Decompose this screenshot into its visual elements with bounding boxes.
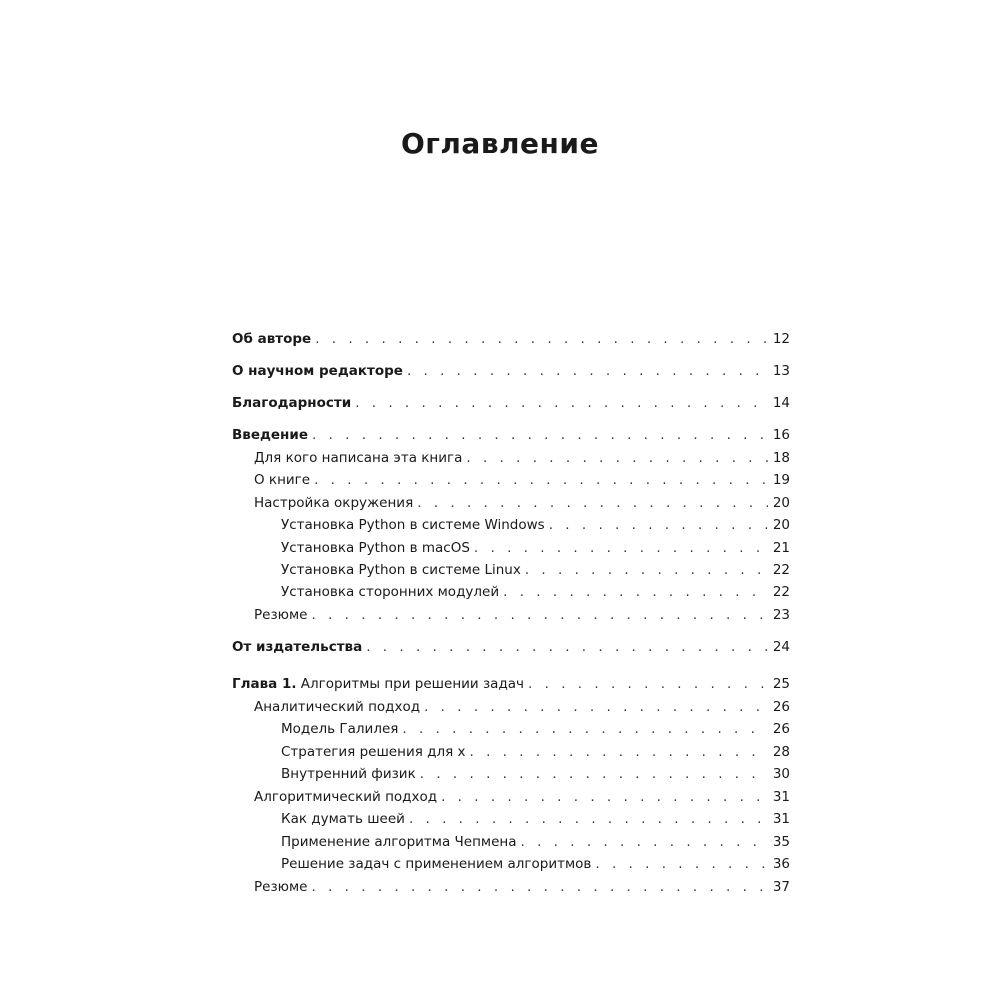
toc-entry[interactable] — [281, 741, 790, 763]
toc-entry[interactable] — [254, 469, 790, 491]
toc-page-number: 14 — [772, 395, 790, 411]
dot-leader — [549, 514, 768, 536]
toc-entry[interactable] — [254, 604, 790, 626]
dot-leader — [525, 559, 768, 581]
dot-leader — [312, 424, 768, 446]
toc-entry[interactable] — [254, 876, 790, 898]
toc-entry-title: Внутренний физик — [281, 766, 416, 782]
toc-entry-title: Применение алгоритма Чепмена — [281, 834, 517, 850]
dot-leader — [466, 447, 768, 469]
dot-leader — [417, 492, 768, 514]
toc-page-number: 26 — [772, 699, 790, 715]
toc-page-number: 24 — [772, 639, 790, 655]
dot-leader — [314, 469, 768, 491]
toc-entry[interactable] — [254, 786, 790, 808]
dot-leader — [311, 876, 768, 898]
chapter-title: Алгоритмы при решении задач — [300, 676, 525, 692]
toc-entry-title: Настройка окружения — [254, 495, 414, 511]
dot-leader — [366, 636, 768, 658]
toc-page-number: 31 — [772, 811, 790, 827]
dot-leader — [409, 808, 768, 830]
toc-entry-title: От издательства — [232, 639, 363, 655]
toc-entry-title: О научном редакторе — [232, 363, 403, 379]
toc-entry[interactable] — [281, 514, 790, 536]
dot-leader — [424, 696, 768, 718]
dot-leader — [474, 537, 768, 559]
toc-entry-title: Введение — [232, 427, 308, 443]
toc-page-number: 23 — [772, 607, 790, 623]
toc-page-number: 16 — [772, 427, 790, 443]
toc-entry[interactable] — [232, 636, 790, 658]
dot-leader — [470, 741, 769, 763]
toc-entry-title: Установка Python в системе Linux — [281, 562, 521, 578]
toc-entry-title: Об авторе — [232, 331, 312, 347]
dot-leader — [355, 392, 768, 414]
toc-entry-title: Алгоритмический подход — [254, 789, 438, 805]
toc-entry[interactable] — [254, 492, 790, 514]
toc-entry[interactable] — [232, 424, 790, 446]
toc-page-number: 12 — [772, 331, 790, 347]
toc-entry[interactable] — [281, 581, 790, 603]
toc-entry-title: Модель Галилея — [281, 721, 399, 737]
toc-entry[interactable] — [281, 831, 790, 853]
toc-page-number: 19 — [772, 472, 790, 488]
toc-entry[interactable] — [254, 696, 790, 718]
dot-leader — [311, 604, 768, 626]
toc-entry[interactable] — [281, 853, 790, 875]
dot-leader — [315, 328, 768, 350]
toc-entry-title: Резюме — [254, 607, 308, 623]
dot-leader — [528, 673, 768, 695]
toc-page-number: 26 — [772, 721, 790, 737]
toc-entry-title: Для кого написана эта книга — [254, 450, 463, 466]
toc-page-number: 22 — [772, 562, 790, 578]
page-title: Оглавление — [400, 127, 599, 160]
toc-page-number: 28 — [772, 744, 790, 760]
toc-page-number: 36 — [772, 856, 790, 872]
toc-entry-title: Стратегия решения для x — [281, 744, 466, 760]
toc-page-number: 21 — [772, 540, 790, 556]
toc-page-number: 25 — [772, 676, 790, 692]
dot-leader — [441, 786, 768, 808]
toc-entry-title: Установка Python в системе Windows — [281, 517, 545, 533]
toc-entry-title: Аналитический подход — [254, 699, 421, 715]
toc-entry[interactable] — [281, 808, 790, 830]
dot-leader — [407, 360, 768, 382]
toc-entry-title — [232, 673, 528, 695]
toc-entry[interactable] — [232, 673, 790, 695]
toc-entry[interactable] — [281, 718, 790, 740]
toc-entry-title: Решение задач с применением алгоритмов — [281, 856, 592, 872]
dot-leader — [503, 581, 768, 603]
toc-entry-title: Установка Python в macOS — [281, 540, 470, 556]
toc-page-number: 20 — [772, 517, 790, 533]
toc-entry[interactable] — [281, 763, 790, 785]
toc-entry[interactable] — [232, 328, 790, 350]
toc-entry[interactable] — [232, 392, 790, 414]
toc-page-number: 18 — [772, 450, 790, 466]
toc-entry[interactable] — [281, 559, 790, 581]
dot-leader — [521, 831, 769, 853]
toc-page-number: 31 — [772, 789, 790, 805]
toc-page-number: 30 — [772, 766, 790, 782]
toc-entry[interactable] — [281, 537, 790, 559]
toc-entry-title: Как думать шеей — [281, 811, 405, 827]
toc-page-number: 20 — [772, 495, 790, 511]
dot-leader — [595, 853, 768, 875]
toc-entry-title: О книге — [254, 472, 311, 488]
toc-entry[interactable] — [232, 360, 790, 382]
toc-entry-title: Благодарности — [232, 395, 352, 411]
dot-leader — [402, 718, 768, 740]
toc-entry-title: Резюме — [254, 879, 308, 895]
toc-page-number: 35 — [772, 834, 790, 850]
toc-entry-title: Установка сторонних модулей — [281, 584, 500, 600]
toc-entry[interactable] — [254, 447, 790, 469]
dot-leader — [420, 763, 768, 785]
toc-page-number: 37 — [772, 879, 790, 895]
toc-page-number: 13 — [772, 363, 790, 379]
chapter-prefix: Глава 1. — [232, 676, 297, 692]
toc-page-number: 22 — [772, 584, 790, 600]
